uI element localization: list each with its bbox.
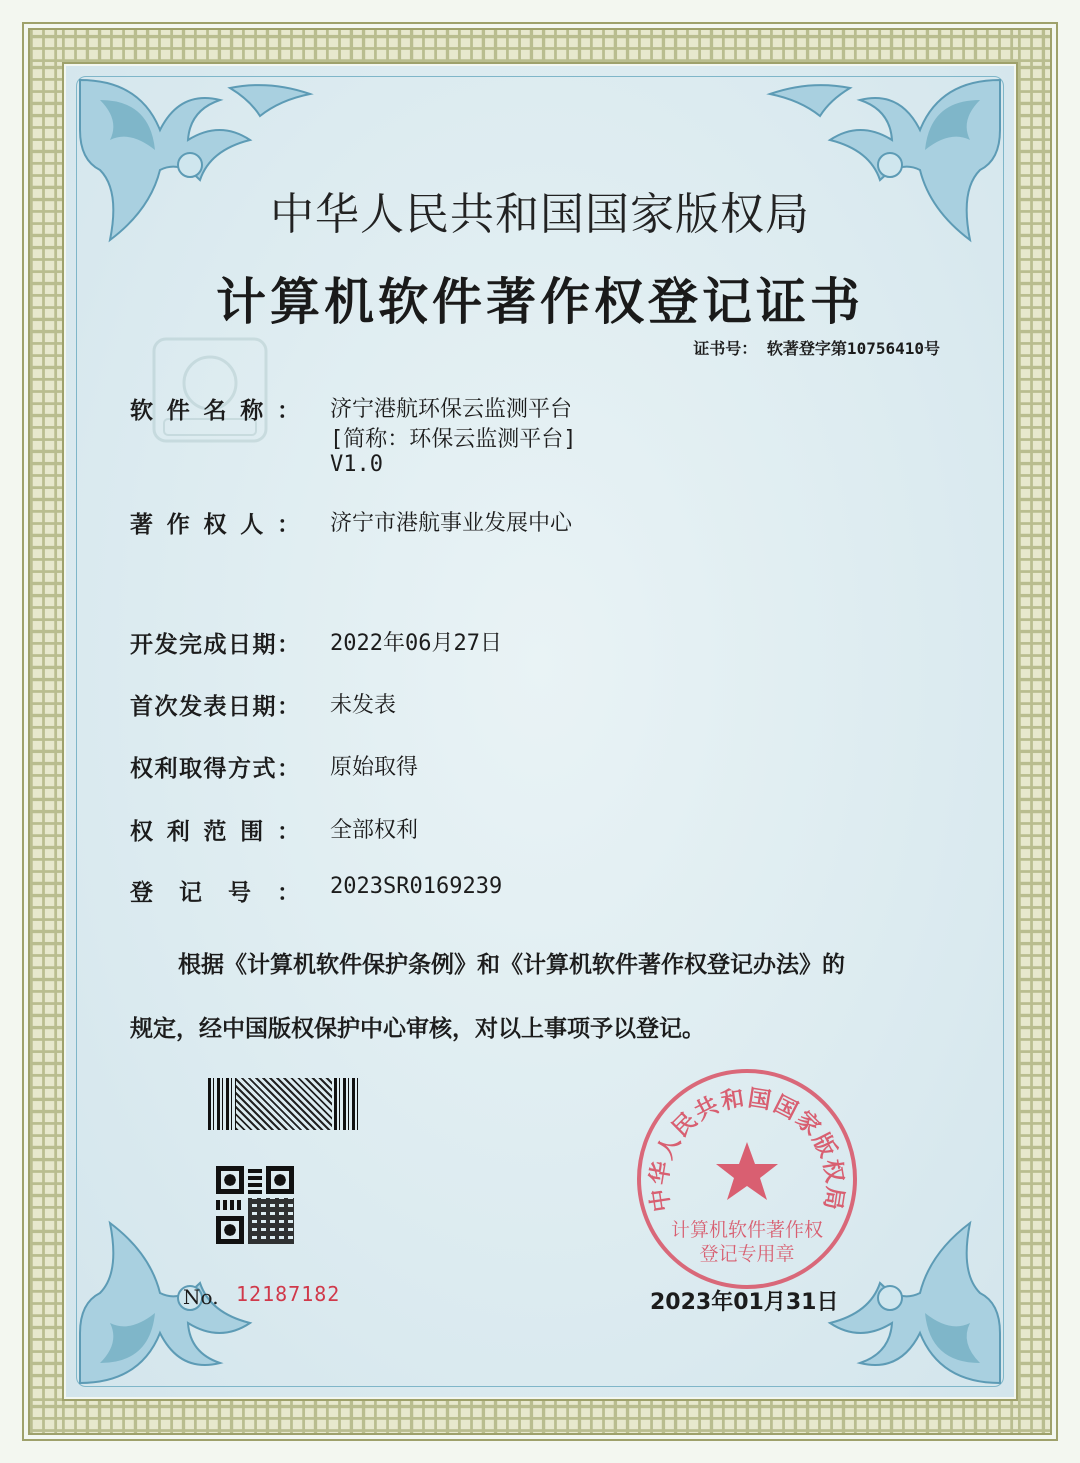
publish-date-value: 未发表: [330, 693, 397, 718]
software-name-label: 软件名称：: [130, 398, 300, 424]
issue-date: 2023年01月31日: [650, 1290, 839, 1315]
certificate-title: 计算机软件著作权登记证书: [216, 273, 864, 331]
serial-label: No.: [183, 1285, 219, 1309]
software-short-name-value: [简称：环保云监测平台]: [330, 427, 577, 452]
seal-ring-text: 中华人民共和国国家版权局: [646, 1085, 848, 1214]
issuer-heading: 中华人民共和国国家版权局: [270, 189, 810, 240]
seal-center-line-1: 计算机软件著作权: [670, 1219, 824, 1241]
official-seal: [632, 1064, 862, 1294]
statement-line-1: 根据《计算机软件保护条例》和《计算机软件著作权登记办法》的: [178, 952, 845, 978]
seal-star-icon: [716, 1142, 778, 1200]
seal-center-line-2: 登记专用章: [699, 1243, 795, 1265]
serial-number: 12187182: [236, 1282, 341, 1306]
software-version-value: V1.0: [330, 452, 383, 477]
publish-date-label: 首次发表日期：: [130, 694, 300, 720]
rights-scope-label: 权利范围：: [130, 819, 300, 845]
owner-value: 济宁市港航事业发展中心: [330, 511, 573, 536]
dev-date-value: 2022年06月27日: [330, 631, 502, 656]
barcode: [208, 1078, 360, 1130]
rights-scope-value: 全部权利: [330, 818, 419, 843]
dev-date-label: 开发完成日期：: [130, 632, 300, 658]
registration-number-label: 登记号：: [130, 880, 300, 906]
owner-label: 著作权人：: [130, 512, 300, 538]
qr-code: [216, 1166, 294, 1244]
watermark-emblem: [150, 335, 270, 445]
statement-line-2: 规定，经中国版权保护中心审核，对以上事项予以登记。: [130, 1016, 705, 1042]
rights-method-label: 权利取得方式：: [130, 756, 300, 782]
rights-method-value: 原始取得: [330, 755, 419, 780]
registration-number-value: 2023SR0169239: [330, 874, 503, 899]
software-name-value: 济宁港航环保云监测平台: [330, 397, 573, 422]
certificate-number: 证书号： 软著登字第10756410号: [693, 339, 940, 358]
